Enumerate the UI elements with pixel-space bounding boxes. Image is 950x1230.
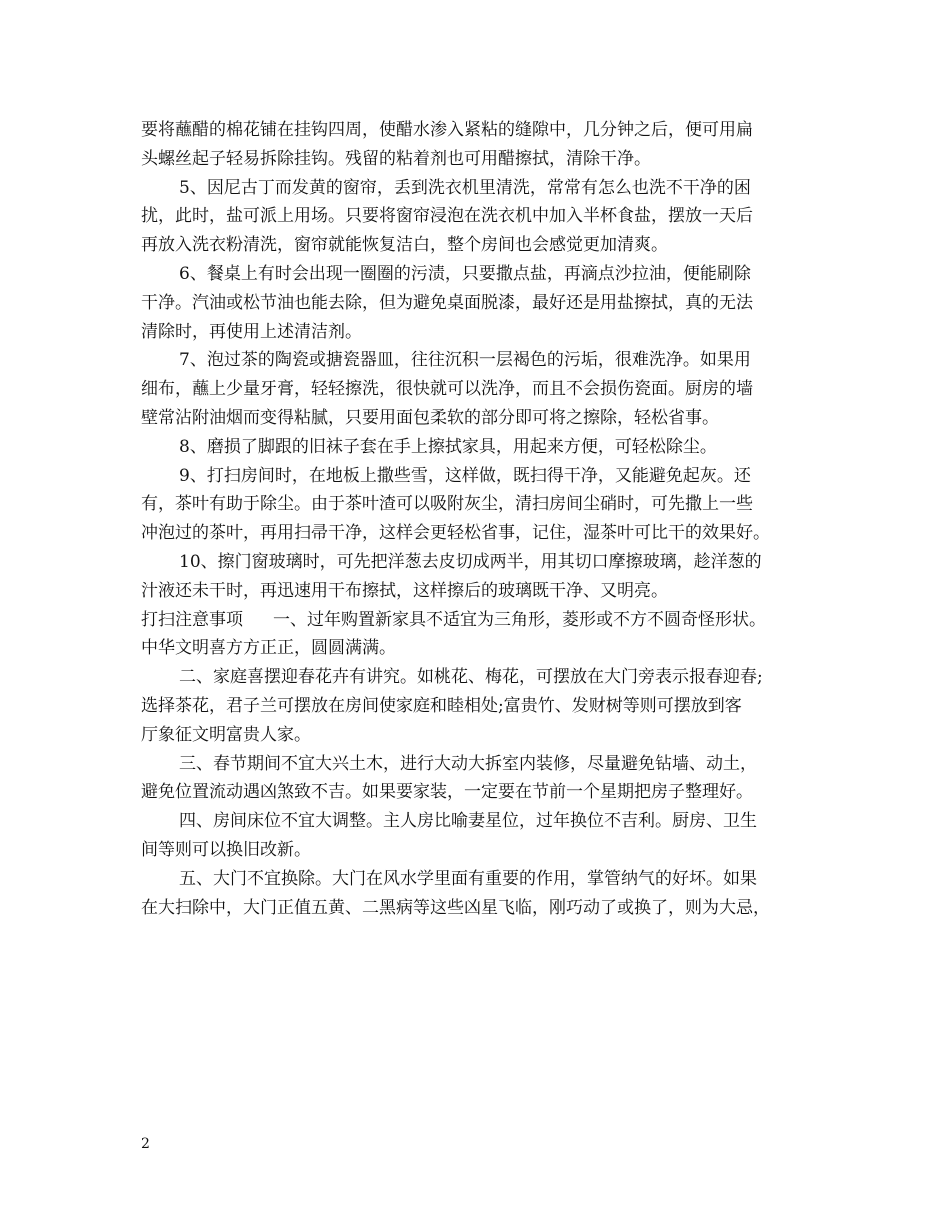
text-line: 扰，此时，盐可派上用场。只要将窗帘浸泡在洗衣机中加入半杯食盐，摆放一天后 bbox=[141, 206, 753, 227]
section-heading: 打扫注意事项 bbox=[141, 609, 243, 630]
text-line: 干净。汽油或松节油也能去除，但为避免桌面脱漆，最好还是用盐擦拭，真的无法 bbox=[141, 292, 753, 313]
text-line: 间等则可以换旧改新。 bbox=[141, 839, 311, 860]
document-body bbox=[141, 116, 821, 922]
text-line: 汁液还未干时，再迅速用干布擦拭，这样擦后的玻璃既干净、又明亮。 bbox=[141, 580, 668, 601]
paragraph-10-start: 10、擦门窗玻璃时，可先把洋葱去皮切成两半，用其切口摩擦玻璃，趁洋葱的 bbox=[179, 551, 762, 572]
text-line: 要将蘸醋的棉花铺在挂钩四周，使醋水渗入紧粘的缝隙中，几分钟之后，便可用扁 bbox=[141, 120, 753, 140]
section-heading-line bbox=[141, 606, 821, 635]
text-line: 选择茶花，君子兰可摆放在房间使家庭和睦相处;富贵竹、发财树等则可摆放到客 bbox=[141, 695, 742, 716]
paragraph-6-start: 6、餐桌上有时会出现一圈圈的污渍，只要撒点盐，再滴点沙拉油，便能刷除 bbox=[179, 263, 751, 284]
text-line: 有，茶叶有助于除尘。由于茶叶渣可以吸附灰尘，清扫房间尘硝时，可先撒上一些 bbox=[141, 494, 753, 515]
item-5-start: 五、大门不宜换除。大门在风水学里面有重要的作用，掌管纳气的好坏。如果 bbox=[179, 868, 757, 889]
paragraph-8-start: 8、磨损了脚跟的旧袜子套在手上擦拭家具，用起来方便，可轻松除尘。 bbox=[179, 436, 717, 457]
text-line: 中华文明喜方方正正，圆圆满满。 bbox=[141, 638, 396, 659]
paragraph-9-start: 9、打扫房间时，在地板上撒些雪，这样做，既扫得干净，又能避免起灰。还 bbox=[179, 465, 751, 486]
item-4-start: 四、房间床位不宜大调整。主人房比喻妻星位，过年换位不吉利。厨房、卫生 bbox=[179, 811, 757, 832]
item-3-start: 三、春节期间不宜大兴土木，进行大动大拆室内装修，尽量避免钻墙、动土， bbox=[179, 753, 757, 774]
text-line: 避免位置流动遇凶煞致不吉。如果要家装，一定要在节前一个星期把房子整理好。 bbox=[141, 782, 753, 803]
paragraph-7-start: 7、泡过茶的陶瓷或搪瓷器皿，往往沉积一层褐色的污垢，很难洗净。如果用 bbox=[179, 350, 751, 371]
paragraph-5-start: 5、因尼古丁而发黄的窗帘，丢到洗衣机里清洗，常常有怎么也洗不干净的困 bbox=[179, 177, 751, 198]
text-line: 一、过年购置新家具不适宜为三角形，菱形或不方不圆奇怪形状。 bbox=[273, 609, 766, 630]
text-line: 壁常沾附油烟而变得粘腻，只要用面包柔软的部分即可将之擦除，轻松省事。 bbox=[141, 407, 719, 428]
item-2-start: 二、家庭喜摆迎春花卉有讲究。如桃花、梅花，可摆放在大门旁表示报春迎春; bbox=[179, 667, 763, 688]
text-line: 清除时，再使用上述清洁剂。 bbox=[141, 321, 362, 342]
text-line: 厅象征文明富贵人家。 bbox=[141, 724, 311, 745]
text-line: 冲泡过的茶叶，再用扫帚干净，这样会更轻松省事，记住，湿茶叶可比干的效果好。 bbox=[141, 523, 770, 544]
text-line: 在大扫除中，大门正值五黄、二黑病等这些凶星飞临，刚巧动了或换了，则为大忌， bbox=[141, 897, 770, 918]
text-line: 头螺丝起子轻易拆除挂钩。残留的粘着剂也可用醋擦拭，清除干净。 bbox=[141, 148, 651, 169]
text-line: 再放入洗衣粉清洗，窗帘就能恢复洁白，整个房间也会感觉更加清爽。 bbox=[141, 235, 668, 256]
text-line: 细布，蘸上少量牙膏，轻轻擦洗，很快就可以洗净，而且不会损伤瓷面。厨房的墙 bbox=[141, 379, 753, 400]
page-number: 2 bbox=[141, 1136, 150, 1152]
